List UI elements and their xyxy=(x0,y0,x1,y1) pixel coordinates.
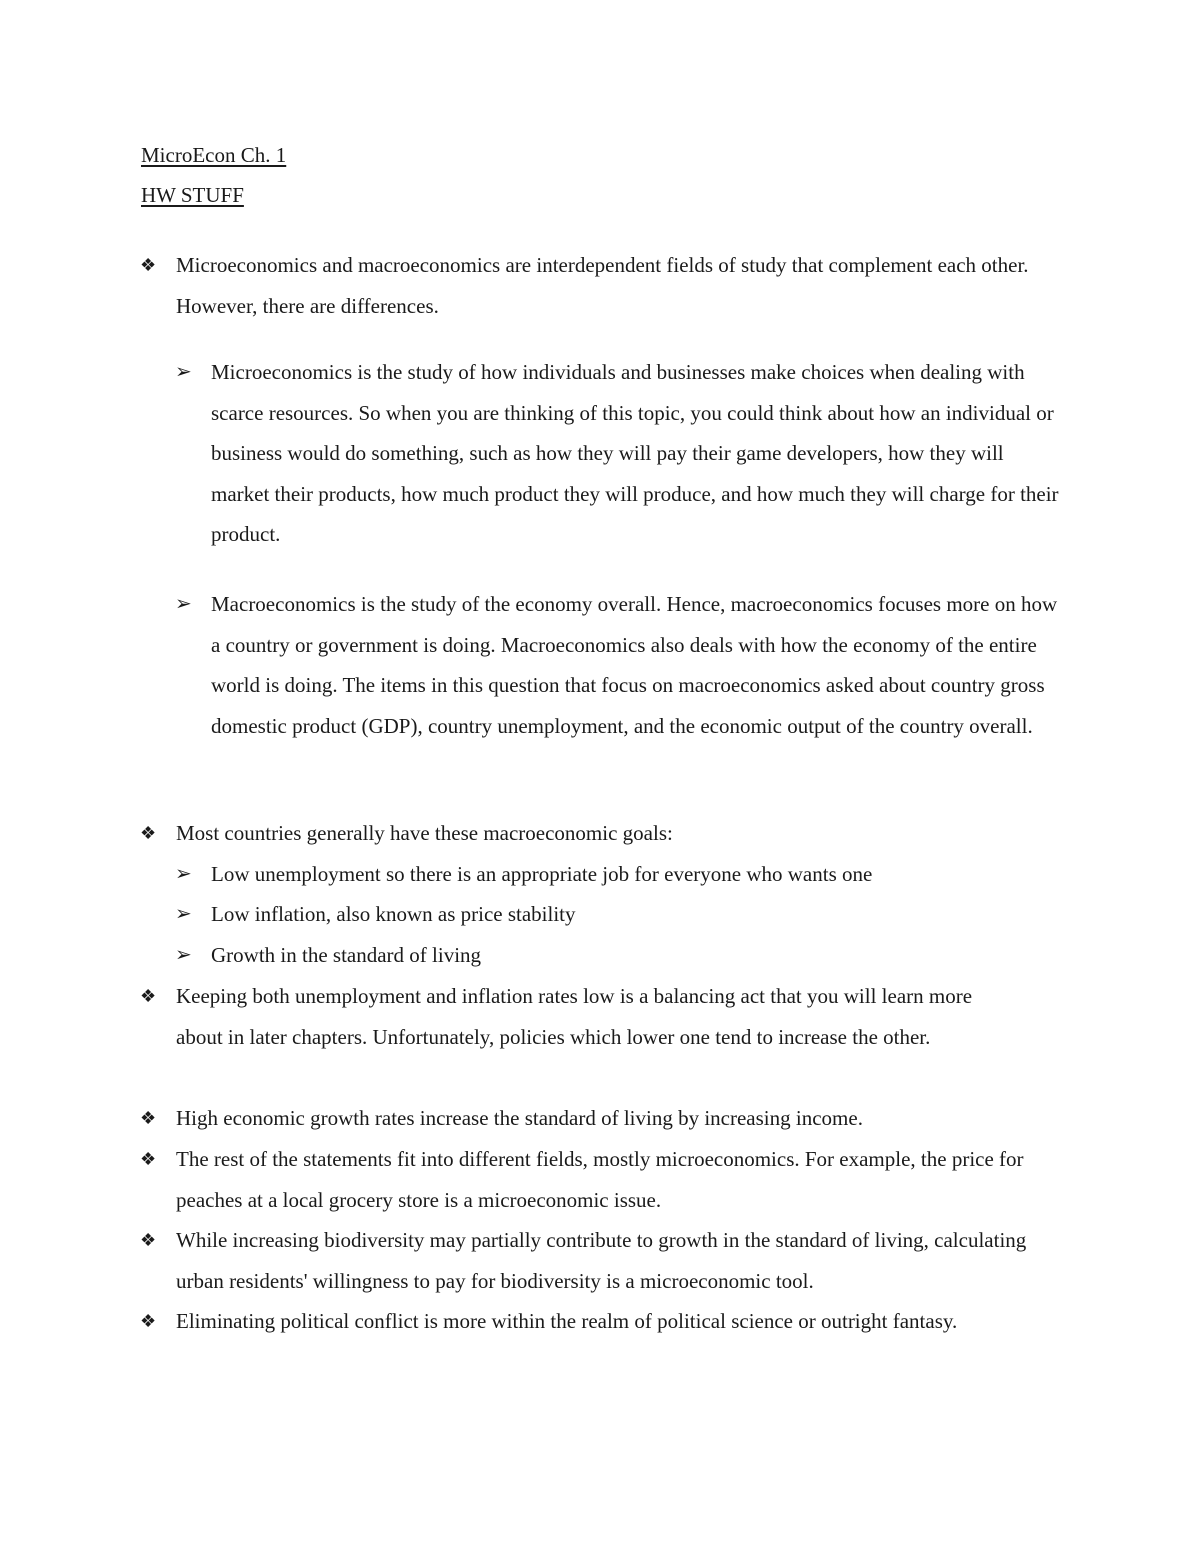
diamond-bullet-icon: ❖ xyxy=(140,1311,157,1331)
list-item xyxy=(140,1098,1076,1139)
list-item-text: Growth in the standard of living xyxy=(211,943,482,967)
list-item-text: Microeconomics and macroeconomics are interdependent fields of study that complement each other. However, there are differences. xyxy=(176,253,1029,318)
diamond-bullet-icon: ❖ xyxy=(140,255,157,275)
diamond-bullet-icon: ❖ xyxy=(140,1149,157,1169)
list-item-text: Eliminating political conflict is more within the realm of political science or outright fantasy. xyxy=(176,1309,958,1333)
list-item xyxy=(175,584,1066,746)
list-item-text: Low inflation, also known as price stability xyxy=(211,902,576,926)
list-item xyxy=(140,1139,1056,1220)
arrow-bullet-icon: ➢ xyxy=(175,361,192,383)
list-item-text: Keeping both unemployment and inflation rates low is a balancing act that you will learn more about in later chapters. Unfortunately, policies which lower one tend to increase the other. xyxy=(176,984,973,1049)
list-item xyxy=(175,935,1071,976)
arrow-bullet-icon: ➢ xyxy=(175,593,192,615)
list-item-text: High economic growth rates increase the standard of living by increasing income. xyxy=(176,1106,863,1130)
arrow-bullet-icon: ➢ xyxy=(175,944,192,966)
list-item-text: Most countries generally have these macroeconomic goals: xyxy=(176,821,673,845)
list-item-text: While increasing biodiversity may partially contribute to growth in the standard of living, calculating urban residents' willingness to pay for biodiversity is a microeconomic tool. xyxy=(176,1228,1027,1293)
document-subtitle: HW STUFF xyxy=(141,183,244,207)
document-title: MicroEcon Ch. 1 xyxy=(141,143,287,167)
arrow-bullet-icon: ➢ xyxy=(175,903,192,925)
list-item xyxy=(140,1220,1046,1301)
list-item-text: Macroeconomics is the study of the economy overall. Hence, macroeconomics focuses more on how a country or government is doing. Macroeconomics also deals with how the economy of the entire world is doing. The items in this question that focus on macroeconomics asked about country gross domestic product (GDP), country unemployment, and the economic output of the country overall. xyxy=(211,592,1058,738)
diamond-bullet-icon: ❖ xyxy=(140,1230,157,1250)
list-item xyxy=(140,245,1046,326)
list-item xyxy=(175,352,1066,555)
diamond-bullet-icon: ❖ xyxy=(140,823,157,843)
list-item-text: Microeconomics is the study of how individuals and businesses make choices when dealing with scarce resources. So when you are thinking of this topic, you could think about how an individual or business would do something, such as how they will pay their game developers, how they will market their products, how much product they will produce, and how much they will charge for their product. xyxy=(211,360,1059,547)
list-item xyxy=(140,1301,1076,1342)
list-item-text: The rest of the statements fit into different fields, mostly microeconomics. For example, the price for peaches at a local grocery store is a microeconomic issue. xyxy=(176,1147,1024,1212)
list-item xyxy=(140,813,1076,854)
list-item-text: Low unemployment so there is an appropriate job for everyone who wants one xyxy=(211,862,873,886)
diamond-bullet-icon: ❖ xyxy=(140,1108,157,1128)
diamond-bullet-icon: ❖ xyxy=(140,986,157,1006)
list-item xyxy=(175,894,1071,935)
list-item xyxy=(140,976,1021,1057)
list-item xyxy=(175,854,1071,895)
arrow-bullet-icon: ➢ xyxy=(175,863,192,885)
